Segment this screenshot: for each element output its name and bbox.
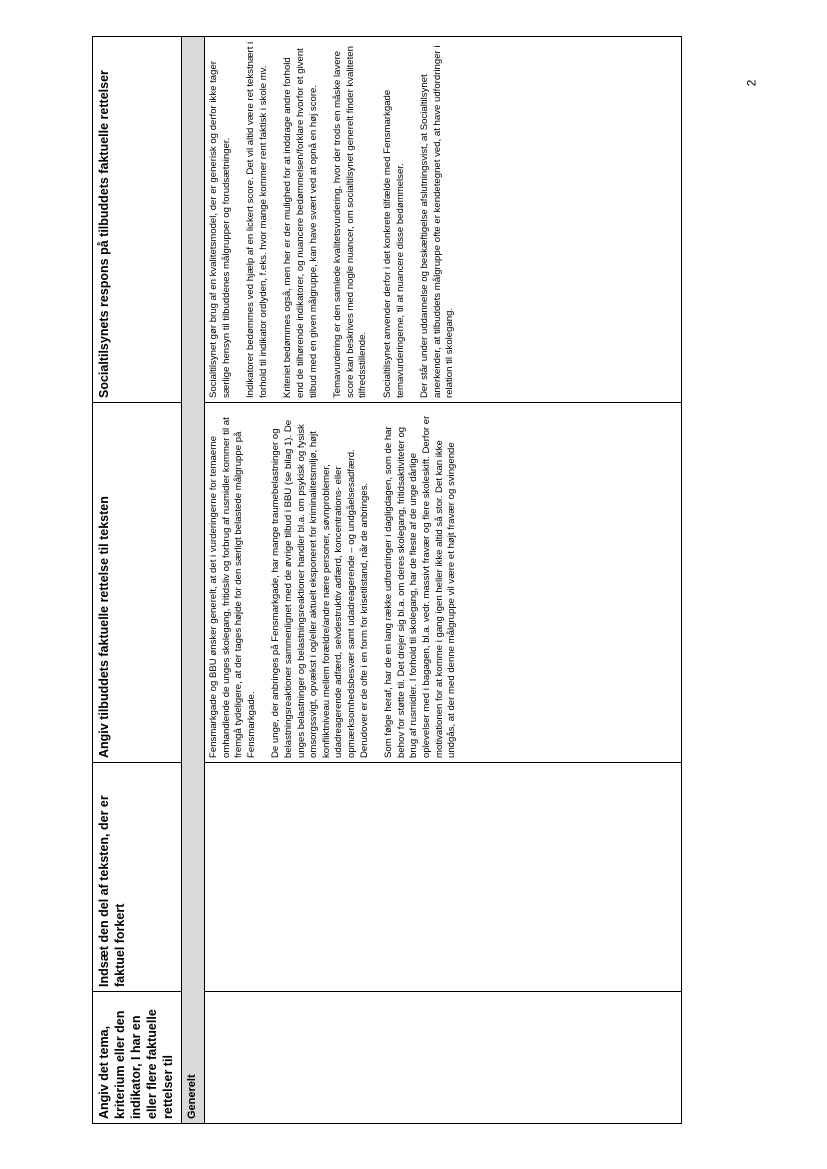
header-theme: Angiv det tema, kriterium eller den indikator, I har en eller flere faktuelle rettelser til: [93, 992, 182, 1124]
response-paragraph: Kriteriet bedømmes også, men her er der mulighed for at inddrage andre forhold end de tilhørende indikatorer, og nuancere bedømmelsen/forklare hvorfor et givent tilbud med en given målgruppe, kan have svært ved at opnå en høj score.: [282, 48, 319, 398]
response-paragraph: Temavurdering er den samlede kvalitetsvurdering, hvor der trods en måske lavere score kan beskrives med nogle nuancer, om socialtilsynet generelt finder kvaliteten tilfredsstillende.: [332, 46, 369, 398]
response-paragraph: Der står under uddannelse og beskæftigelse afslutningsvist, at Socialtilsynet anerkender, at tilbuddets målgruppe ofte er kendetegnet ved, at have udfordringer i relation til skolegang.: [419, 45, 456, 398]
cell-incorrect-text: [205, 763, 682, 992]
cell-theme: [205, 992, 682, 1124]
correction-paragraph: De unge, der anbringes på Fensmarkgade, har mange traumebelastninger og belastningsreaktioner sammenlignet med de øvrige tilbud i BBU (se bilag 1). De unges belastninger og belastningsreaktioner handler bl.a. om psykisk og fysisk omsorgssvigt, opvækst i og/eller aktuelt eksponeret for kriminalitetsmiljø, højt konfliktniveau mellem forældre/andre nære personer, søvnproblemer, udadreagerende adfærd, selvdestruktiv adfærd, koncentrations- eller opmærksomhedsbesvær samt udadreagerende – og undgåelsesadfærd. Derudover er de ofte i en form for krisetilstand, når de anbringes.: [270, 419, 370, 758]
page-number: 2: [744, 79, 759, 87]
table-row: [205, 37, 682, 1124]
cell-correction: [205, 403, 682, 763]
response-paragraph: Indikatorer bedømmes ved hjælp af en lickert score. Det vil altid være ret tekstnært i forhold til indikator ordlyden, f.eks. hvor mange kommer rent faktisk i skole mv.: [245, 41, 269, 398]
correction-paragraph: Som følge heraf, har de en lang række udfordringer i dagligdagen, som de har behov for støtte til. Det drejer sig bl.a. om deres skolegang, fritidsaktiviteter og brug af rusmidler. I forhold til skolegang, har de fleste af de unge dårlige oplevelser med i bagagen, bl.a. vedr. massivt fravær og flere skoleskift. Derfor er motivationen for at komme i gang igen heller ikke altid så stor. Det kan ikke undgås, at der med denne målgruppe vil være et højt fravær og svingende: [383, 415, 458, 758]
rotated-page-content: [92, 37, 742, 1124]
section-row: [182, 37, 205, 1124]
header-response: Socialtilsynets respons på tilbuddets faktuelle rettelser: [93, 37, 182, 403]
response-paragraph: Socialtilsynet gør brug af en kvalitetsmodel, der er generisk og derfor ikke tager særlige hensyn til tilbuddenes målgrupper og forudsætninger.: [208, 60, 232, 398]
header-correction: Angiv tilbuddets faktuelle rettelse til teksten: [93, 403, 182, 763]
header-incorrect-text: Indsæt den del af teksten, der er faktuel forkert: [93, 763, 182, 992]
cell-response: [205, 37, 682, 403]
section-label: Generelt: [182, 37, 205, 1124]
response-paragraph: Socialtilsynet anvender derfor i det konkrete tilfælde med Fensmarkgade temavurderingerne, til at nuancere disse bedømmelser.: [381, 89, 406, 398]
correction-paragraph: Fensmarkgade og BBU ønsker generelt, at det i vurderingerne for temaerne omhandlende de unges skolegang, fritidsliv og forbrug af rusmidler kommer til at fremgå tydeligere, at der tages højde for den særligt belastede målgruppe på Fensmarkgade.: [208, 417, 257, 758]
corrections-table: [92, 36, 682, 1124]
table-header-row: [93, 37, 182, 1124]
